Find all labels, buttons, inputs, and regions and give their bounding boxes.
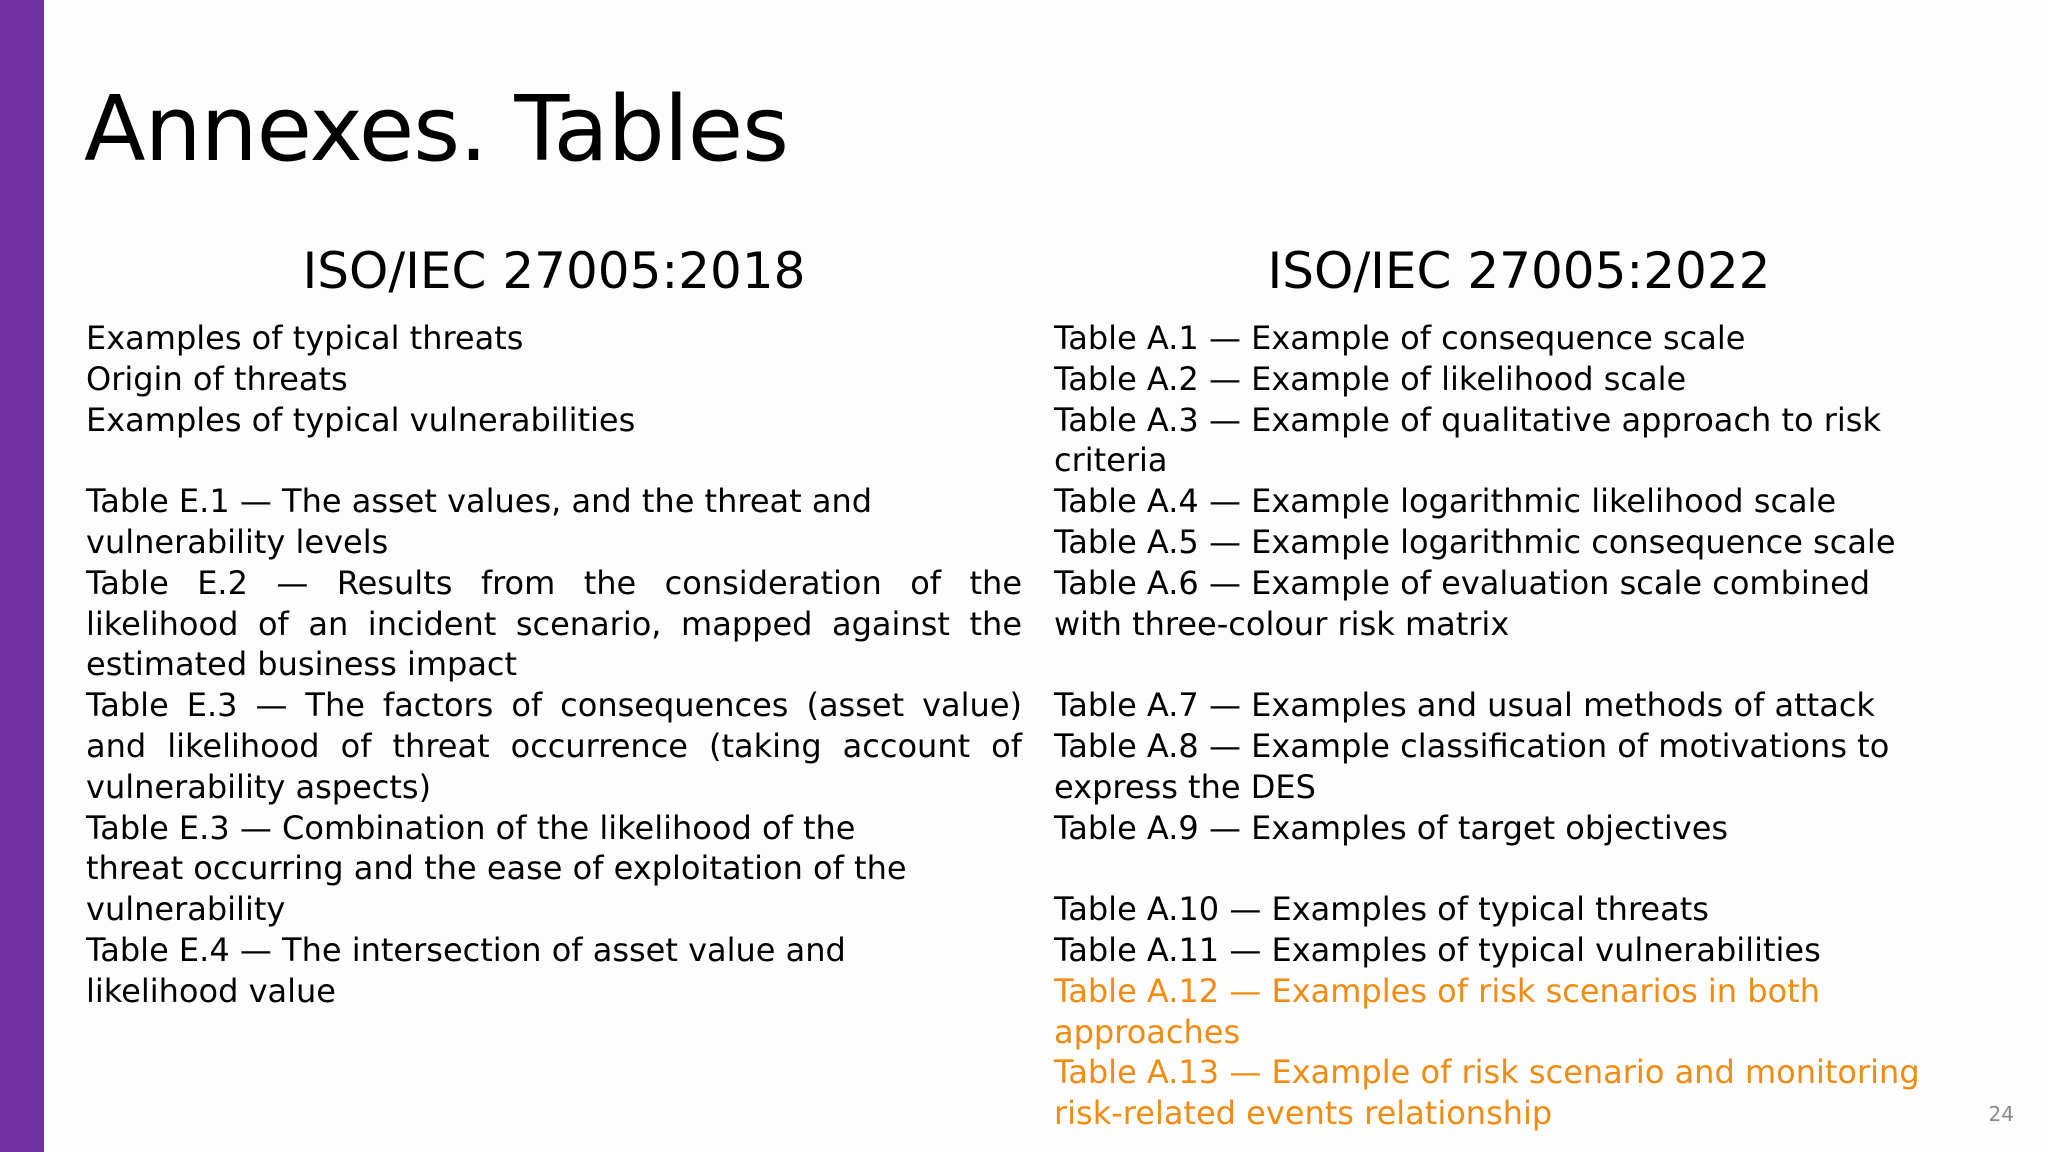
right-column-heading: ISO/IEC 27005:2022 — [1267, 242, 1771, 300]
list-item: Table E.2 — Results from the consideration of the likelihood of an incident scenario, mapped against the estimated business impact — [86, 563, 1022, 684]
list-item: Table A.11 — Examples of typical vulnerabilities — [1054, 930, 1821, 969]
list-item-highlighted: Table A.12 — Examples of risk scenarios in both approaches — [1054, 971, 1820, 1051]
list-item: Table A.10 — Examples of typical threats — [1054, 890, 1709, 929]
list-item: Table E.1 — The asset values, and the threat and vulnerability levels — [86, 482, 873, 561]
list-item: Examples of typical threats — [86, 319, 524, 357]
list-item: Origin of threats — [86, 359, 348, 398]
list-item: Table A.9 — Examples of target objectives — [1054, 808, 1729, 847]
list-item: Table A.5 — Example logarithmic consequence scale — [1054, 522, 1896, 561]
right-column — [1054, 236, 1984, 1134]
left-table-list — [86, 318, 1022, 1012]
list-item: Table A.8 — Example classification of motivations to express the DES — [1054, 726, 1890, 806]
list-item: Table A.3 — Example of qualitative approach to risk criteria — [1054, 400, 1881, 480]
accent-bar — [0, 0, 44, 1152]
page-number: 24 — [1988, 1102, 2014, 1126]
list-item: Table A.4 — Example logarithmic likelihood scale — [1054, 482, 1837, 521]
list-item: Table E.4 — The intersection of asset value and likelihood value — [86, 930, 846, 1010]
list-item: Table A.1 — Example of consequence scale — [1054, 319, 1746, 357]
left-column — [86, 236, 1022, 1012]
list-item: Table A.7 — Examples and usual methods of attack — [1054, 686, 1875, 725]
list-item: Table A.6 — Example of evaluation scale combined with three-colour risk matrix — [1054, 563, 1871, 643]
list-item: Examples of typical vulnerabilities — [86, 400, 636, 439]
right-table-list — [1054, 318, 1984, 1134]
list-item: Table A.2 — Example of likelihood scale — [1054, 359, 1687, 398]
left-column-heading: ISO/IEC 27005:2018 — [302, 242, 806, 300]
slide-title: Annexes. Tables — [84, 77, 789, 182]
list-item: Table E.3 — Combination of the likelihood of the threat occurring and the ease of exploitation of the vulnerability — [86, 808, 907, 929]
list-item-highlighted: Table A.13 — Example of risk scenario and monitoring risk-related events relationship — [1054, 1053, 1920, 1133]
list-item: Table E.3 — The factors of consequences (asset value) and likelihood of threat occurrence (taking account of vulnerability aspects) — [86, 686, 1022, 806]
